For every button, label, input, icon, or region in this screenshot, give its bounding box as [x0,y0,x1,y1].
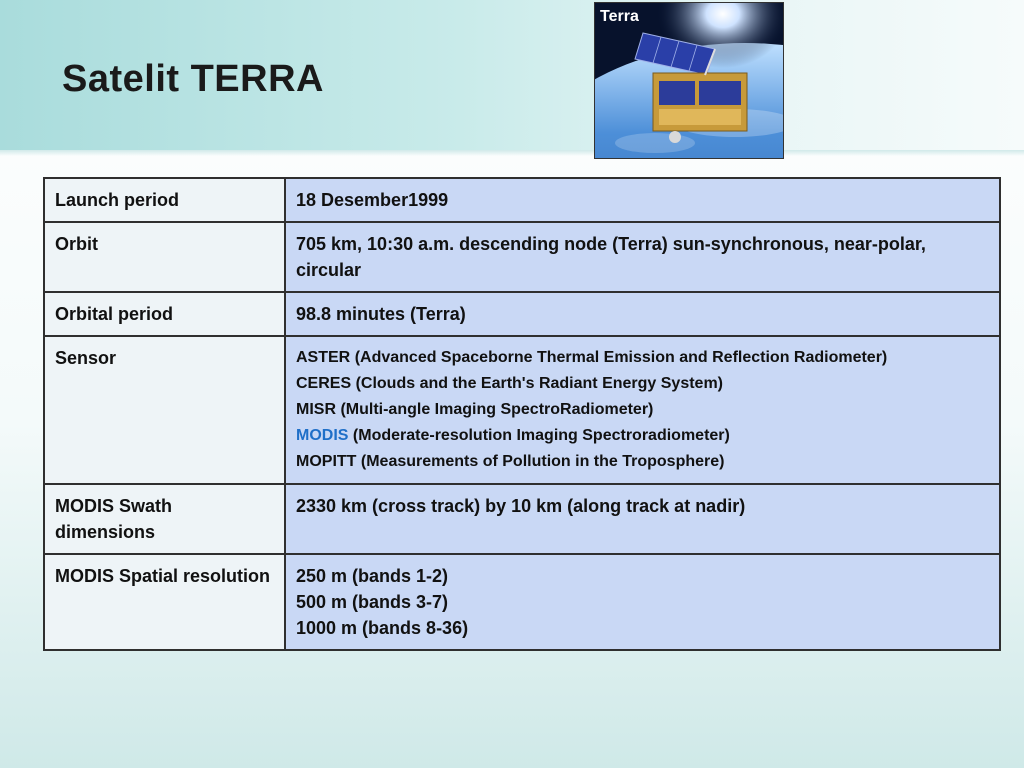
sensor-name: MISR [296,401,336,418]
table-row [44,336,1000,484]
row-value: 98.8 minutes (Terra) [285,292,1000,336]
modis-highlight: MODIS [296,427,349,444]
table-row [44,222,1000,292]
sensor-desc: (Clouds and the Earth's Radiant Energy System) [355,375,724,392]
sensor-desc: (Measurements of Pollution in the Troposphere) [360,453,725,470]
row-value: 2330 km (cross track) by 10 km (along track at nadir) [285,484,1000,554]
sensor-item [296,423,990,449]
table-row [44,178,1000,222]
sensor-desc: (Moderate-resolution Imaging Spectroradiometer) [352,427,730,444]
resolution-line: 500 m (bands 3-7) [296,592,449,612]
sensor-list [285,336,1000,484]
image-caption: Terra [600,8,639,25]
sensor-name: ASTER [296,349,351,366]
table-row [44,292,1000,336]
row-label: MODIS Swath dimensions [44,484,285,554]
sensor-item [296,345,990,371]
sensor-desc: (Advanced Spaceborne Thermal Emission and Reflection Radiometer) [354,349,888,366]
resolution-line: 1000 m (bands 8-36) [296,618,469,638]
row-value: 705 km, 10:30 a.m. descending node (Terra) sun-synchronous, near-polar, circular [285,222,1000,292]
table-row [44,554,1000,650]
sensor-name: CERES [296,375,352,392]
resolution-line: 250 m (bands 1-2) [296,566,449,586]
row-label: Orbit [44,222,285,292]
sensor-item [296,449,990,475]
sensor-desc: (Multi-angle Imaging SpectroRadiometer) [340,401,654,418]
slide-title: Satelit TERRA [62,58,324,100]
sensor-name: MOPITT [296,453,357,470]
row-label: Orbital period [44,292,285,336]
satellite-illustration [595,3,783,158]
sensor-item [296,397,990,423]
row-value [285,554,1000,650]
row-label: Sensor [44,336,285,484]
sensor-item [296,371,990,397]
row-label: Launch period [44,178,285,222]
row-label: MODIS Spatial resolution [44,554,285,650]
table-row [44,484,1000,554]
row-value: 18 Desember1999 [285,178,1000,222]
terra-satellite-image [594,2,784,159]
terra-specs-table [43,177,1001,651]
